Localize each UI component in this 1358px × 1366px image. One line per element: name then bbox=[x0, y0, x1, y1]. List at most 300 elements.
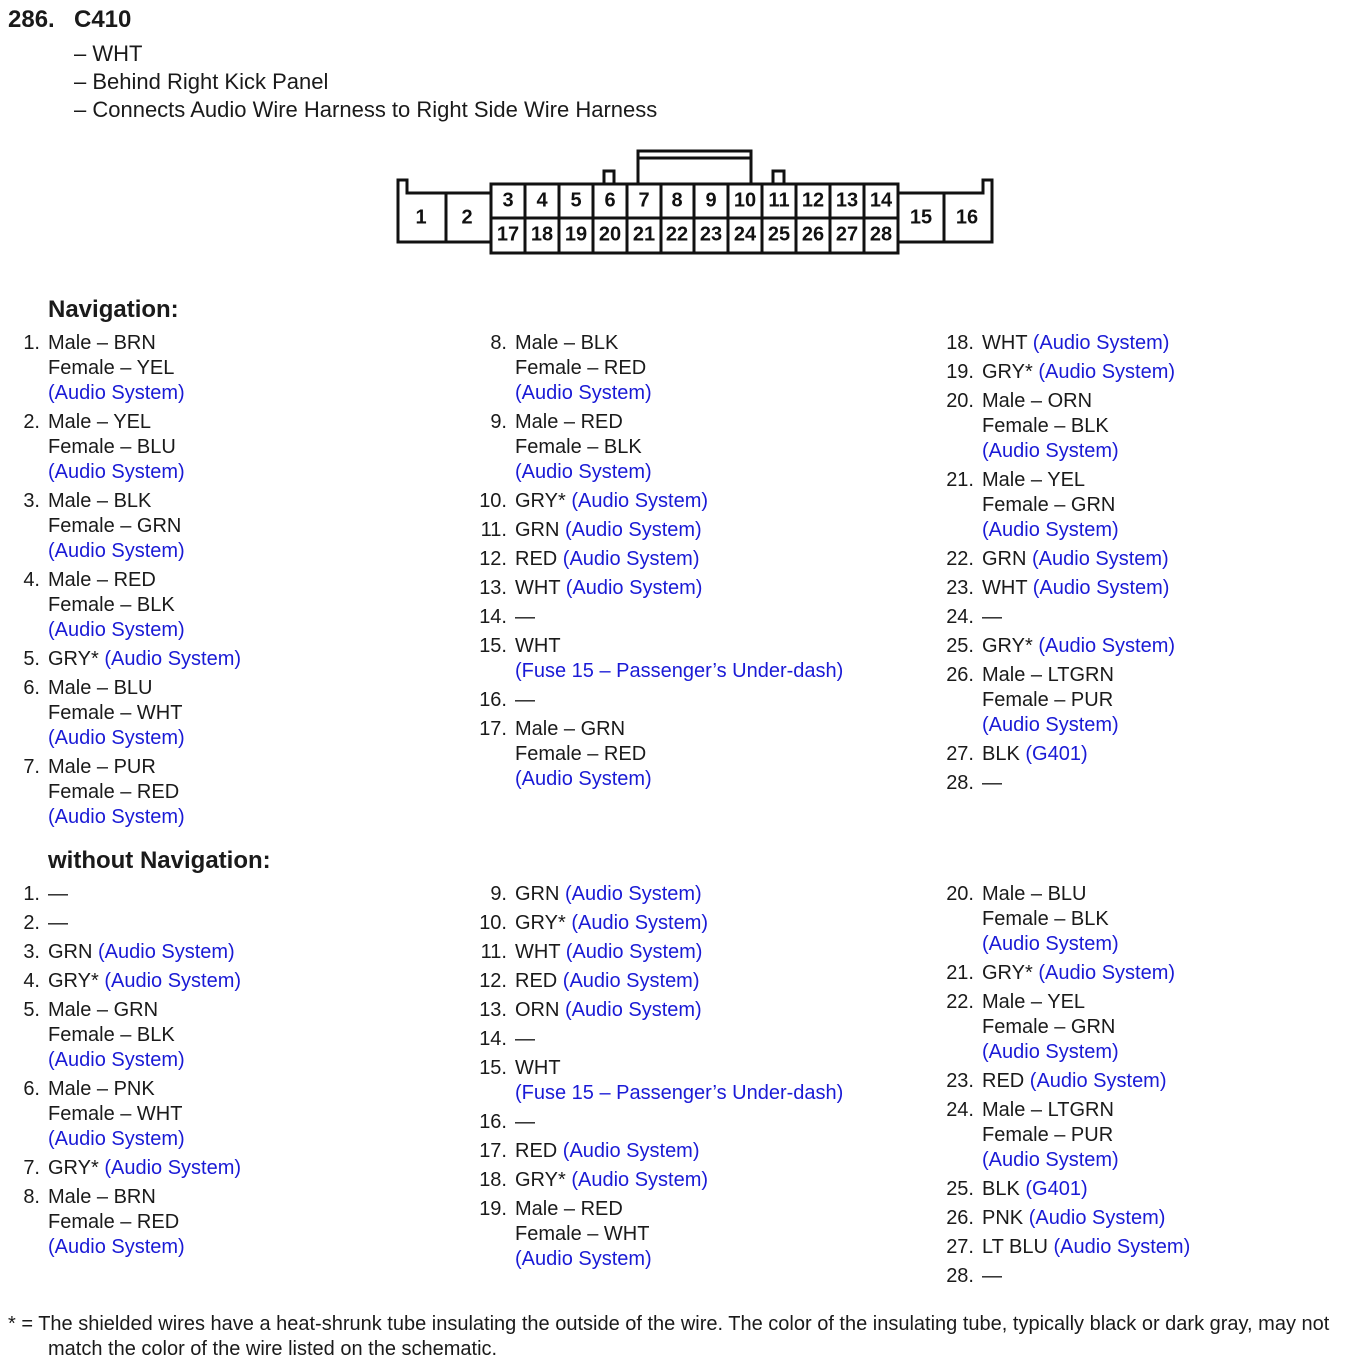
pin-number: 18. bbox=[946, 332, 974, 354]
pin-8-label: 8 bbox=[671, 189, 683, 212]
wire-color: — bbox=[515, 1111, 535, 1133]
pin-detail-line bbox=[515, 688, 843, 713]
pin-entry bbox=[946, 547, 1175, 572]
pin-number: 15. bbox=[479, 635, 507, 657]
connector-id: C410 bbox=[74, 6, 132, 33]
pin-7-label: 7 bbox=[638, 189, 650, 212]
circuit-reference: (Audio System) bbox=[1028, 1207, 1166, 1229]
pin-number: 20. bbox=[946, 390, 974, 412]
pin-entry bbox=[23, 676, 241, 751]
pin-number: 25. bbox=[946, 635, 974, 657]
pin-detail-line bbox=[515, 940, 843, 965]
pin-entry bbox=[479, 1027, 843, 1052]
pin-detail-line bbox=[48, 755, 241, 780]
wire-color: WHT bbox=[982, 577, 1033, 599]
circuit-reference: (Audio System) bbox=[104, 1157, 242, 1179]
pin-detail-line bbox=[515, 659, 843, 684]
pin-entry bbox=[479, 998, 843, 1023]
wire-color: GRY* bbox=[982, 635, 1039, 657]
pin-detail-line bbox=[982, 932, 1190, 957]
wire-color: Male – LTGRN bbox=[982, 1099, 1114, 1121]
pin-detail-line bbox=[982, 1148, 1190, 1173]
wire-color: Male – RED bbox=[515, 1198, 623, 1220]
pin-detail-line bbox=[515, 882, 843, 907]
pin-28-label: 28 bbox=[869, 223, 893, 246]
pin-number: 19. bbox=[946, 361, 974, 383]
wire-color: GRY* bbox=[982, 361, 1039, 383]
pin-number: 24. bbox=[946, 1099, 974, 1121]
pin-number: 6. bbox=[23, 1078, 40, 1100]
pin-detail-line bbox=[515, 634, 843, 659]
pin-entry bbox=[946, 1235, 1191, 1260]
pin-detail-line bbox=[48, 331, 241, 356]
pin-entry bbox=[480, 940, 843, 965]
pin-detail-line bbox=[982, 688, 1175, 713]
pin-detail-line bbox=[982, 576, 1175, 601]
pin-detail-line bbox=[982, 713, 1175, 738]
pin-number: 8. bbox=[23, 1186, 40, 1208]
pin-entry bbox=[946, 360, 1176, 385]
pin-detail-line bbox=[515, 1081, 843, 1106]
wire-color: Female – GRN bbox=[982, 1016, 1116, 1038]
pin-entry bbox=[479, 605, 843, 630]
wire-color: PNK bbox=[982, 1207, 1029, 1229]
wire-color: Male – BLK bbox=[515, 332, 619, 354]
circuit-reference: (Audio System) bbox=[562, 548, 700, 570]
pin-entry bbox=[946, 771, 1175, 796]
pin-number: 14. bbox=[479, 1028, 507, 1050]
wire-color: Male – BRN bbox=[48, 1186, 156, 1208]
pin-detail-line bbox=[48, 1102, 241, 1127]
pin-entry bbox=[479, 1168, 843, 1193]
circuit-reference: (Audio System) bbox=[1032, 577, 1170, 599]
pin-11-label: 11 bbox=[768, 189, 790, 212]
wire-color: GRN bbox=[515, 883, 565, 905]
circuit-reference: (Audio System) bbox=[565, 519, 702, 541]
wire-color: GRY* bbox=[515, 490, 572, 512]
pin-detail-line bbox=[48, 805, 241, 830]
pin-detail-line bbox=[515, 576, 843, 601]
pin-number: 10. bbox=[479, 490, 507, 512]
pin-number: 22. bbox=[946, 548, 974, 570]
wire-color: WHT bbox=[982, 332, 1033, 354]
wire-color: RED bbox=[982, 1070, 1030, 1092]
wire-color: Female – RED bbox=[48, 781, 180, 803]
pin-detail-line bbox=[982, 742, 1175, 767]
pin-number: 5. bbox=[23, 648, 40, 670]
pin-entry bbox=[23, 911, 241, 936]
pin-18-label: 18 bbox=[530, 223, 554, 246]
wire-color: Male – RED bbox=[515, 411, 623, 433]
pin-number: 20. bbox=[946, 883, 974, 905]
pin-entry bbox=[23, 940, 241, 965]
circuit-reference: (Audio System) bbox=[1032, 332, 1170, 354]
wire-color: Female – BLU bbox=[48, 436, 176, 458]
pin-detail-line bbox=[48, 410, 241, 435]
wire-color: — bbox=[48, 912, 68, 934]
pin-detail-line bbox=[48, 1210, 241, 1235]
pin-entry bbox=[479, 969, 843, 994]
pin-entry bbox=[946, 882, 1190, 957]
circuit-reference: (Audio System) bbox=[982, 1149, 1119, 1171]
pin-entry bbox=[479, 688, 843, 713]
pin-detail-line bbox=[515, 1139, 843, 1164]
pin-number: 9. bbox=[490, 411, 507, 433]
circuit-reference: (Audio System) bbox=[515, 382, 652, 404]
pin-detail-line bbox=[48, 593, 241, 618]
pin-entry bbox=[480, 518, 843, 543]
pin-entry bbox=[479, 634, 844, 684]
pin-detail-line bbox=[48, 489, 241, 514]
circuit-reference: (Audio System) bbox=[982, 714, 1119, 736]
pin-number: 11. bbox=[480, 519, 507, 541]
pin-detail-line bbox=[48, 356, 241, 381]
pin-14-label: 14 bbox=[869, 189, 893, 212]
pin-number: 27. bbox=[946, 1236, 974, 1258]
pin-detail-line bbox=[982, 1015, 1190, 1040]
pin-number: 26. bbox=[946, 664, 974, 686]
circuit-reference: (Audio System) bbox=[98, 941, 235, 963]
pin-detail-line bbox=[982, 1040, 1190, 1065]
pin-number: 23. bbox=[946, 1070, 974, 1092]
wire-color: BLK bbox=[982, 1178, 1026, 1200]
circuit-reference: (Audio System) bbox=[1038, 361, 1176, 383]
pin-detail-line bbox=[982, 439, 1175, 464]
detail-color: – WHT bbox=[74, 41, 143, 66]
circuit-reference: (Audio System) bbox=[515, 1248, 652, 1270]
wire-color: Male – ORN bbox=[982, 390, 1093, 412]
wire-color: Female – BLK bbox=[515, 436, 642, 458]
circuit-reference: (Audio System) bbox=[571, 912, 709, 934]
wire-color: RED bbox=[515, 1140, 563, 1162]
pin-entry bbox=[23, 969, 242, 994]
pin-number: 9. bbox=[490, 883, 507, 905]
wire-color: Female – PUR bbox=[982, 689, 1114, 711]
pin-number: 21. bbox=[946, 962, 974, 984]
pin-entry bbox=[946, 663, 1175, 738]
pin-detail-line bbox=[48, 1048, 241, 1073]
circuit-reference: (Audio System) bbox=[48, 727, 185, 749]
wire-color: Female – BLK bbox=[48, 594, 175, 616]
wire-color: RED bbox=[515, 970, 563, 992]
wire-color: Male – RED bbox=[48, 569, 156, 591]
pin-number: 16. bbox=[479, 689, 507, 711]
wire-color: Male – PNK bbox=[48, 1078, 155, 1100]
circuit-reference: (Audio System) bbox=[48, 619, 185, 641]
wire-color: Female – BLK bbox=[982, 908, 1109, 930]
pin-detail-line bbox=[515, 1056, 843, 1081]
pin-number: 2. bbox=[23, 912, 40, 934]
wire-color: GRN bbox=[515, 519, 565, 541]
wire-color: Male – BRN bbox=[48, 332, 156, 354]
pin-number: 26. bbox=[946, 1207, 974, 1229]
wire-color: GRN bbox=[48, 941, 98, 963]
pin-entry bbox=[479, 1110, 843, 1135]
circuit-reference: (Audio System) bbox=[1053, 1236, 1191, 1258]
pin-detail-line bbox=[48, 618, 241, 643]
wire-color: GRY* bbox=[515, 912, 572, 934]
pin-detail-line bbox=[48, 381, 241, 406]
circuit-reference: (Audio System) bbox=[565, 577, 703, 599]
pin-detail-line bbox=[982, 1235, 1190, 1260]
pin-entry bbox=[479, 547, 843, 572]
pin-number: 1. bbox=[23, 332, 40, 354]
pin-detail-line bbox=[515, 1110, 843, 1135]
wire-color: Male – PUR bbox=[48, 756, 156, 778]
pin-number: 18. bbox=[479, 1169, 507, 1191]
connector-diagram bbox=[0, 0, 1358, 270]
without-navigation-column-1 bbox=[23, 882, 242, 1264]
pin-detail-line bbox=[48, 911, 241, 936]
circuit-reference: (Audio System) bbox=[104, 648, 242, 670]
pin-entry bbox=[479, 717, 843, 792]
wire-color: Female – WHT bbox=[48, 1103, 183, 1125]
pin-entry bbox=[23, 568, 241, 643]
pin-entry bbox=[479, 1056, 844, 1106]
navigation-column-2 bbox=[479, 331, 844, 796]
wire-color: Female – RED bbox=[515, 743, 647, 765]
wire-color: Male – YEL bbox=[982, 469, 1086, 491]
pin-detail-line bbox=[515, 998, 843, 1023]
pin-17-label: 17 bbox=[496, 223, 520, 246]
wire-color: — bbox=[982, 1265, 1002, 1287]
pin-number: 17. bbox=[479, 718, 507, 740]
item-number: 286. bbox=[8, 6, 55, 33]
without-navigation-column-2 bbox=[479, 882, 844, 1276]
pin-number: 4. bbox=[23, 970, 40, 992]
pin-number: 7. bbox=[23, 756, 40, 778]
circuit-reference: (Audio System) bbox=[982, 519, 1119, 541]
pin-number: 17. bbox=[479, 1140, 507, 1162]
pin-3-label: 3 bbox=[502, 189, 514, 212]
connector-lock bbox=[638, 151, 751, 184]
pin-entry bbox=[479, 489, 843, 514]
wire-color: GRY* bbox=[982, 962, 1039, 984]
pin-detail-line bbox=[515, 742, 843, 767]
wire-color: Female – GRN bbox=[982, 494, 1116, 516]
pin-21-label: 21 bbox=[632, 223, 656, 246]
wire-color: Female – BLK bbox=[982, 415, 1109, 437]
pin-number: 6. bbox=[23, 677, 40, 699]
pin-detail-line bbox=[982, 1264, 1190, 1289]
detail-location: – Behind Right Kick Panel bbox=[74, 69, 329, 94]
pin-entry bbox=[946, 1206, 1190, 1231]
circuit-reference: (Audio System) bbox=[1038, 962, 1176, 984]
pin-detail-line bbox=[515, 605, 843, 630]
wire-color: Female – RED bbox=[515, 357, 647, 379]
circuit-reference: (Audio System) bbox=[565, 941, 703, 963]
pin-detail-line bbox=[48, 701, 241, 726]
circuit-reference: (Audio System) bbox=[1038, 635, 1176, 657]
wire-color: Male – BLU bbox=[48, 677, 153, 699]
circuit-reference: (Audio System) bbox=[982, 933, 1119, 955]
wire-color: WHT bbox=[515, 635, 561, 657]
pin-23-label: 23 bbox=[699, 223, 723, 246]
without-navigation-heading: without Navigation: bbox=[48, 847, 271, 874]
pin-number: 1. bbox=[23, 883, 40, 905]
circuit-reference: (Audio System) bbox=[571, 490, 709, 512]
wire-color: GRY* bbox=[515, 1169, 572, 1191]
pin-number: 3. bbox=[23, 941, 40, 963]
circuit-reference: (Audio System) bbox=[565, 883, 702, 905]
pin-number: 27. bbox=[946, 743, 974, 765]
pin-detail-line bbox=[48, 969, 241, 994]
circuit-reference: (Audio System) bbox=[515, 461, 652, 483]
wire-color: Male – YEL bbox=[48, 411, 152, 433]
wire-color: Male – GRN bbox=[48, 999, 159, 1021]
pin-entry bbox=[23, 998, 241, 1073]
pin-entry bbox=[946, 331, 1175, 356]
wire-color: Female – WHT bbox=[515, 1223, 650, 1245]
wire-color: WHT bbox=[515, 577, 566, 599]
circuit-reference: (Audio System) bbox=[562, 1140, 700, 1162]
pin-detail-line bbox=[515, 460, 843, 485]
pin-detail-line bbox=[982, 771, 1175, 796]
wire-color: Female – RED bbox=[48, 1211, 180, 1233]
pin-detail-line bbox=[982, 414, 1175, 439]
pin-detail-line bbox=[982, 547, 1175, 572]
wire-color: RED bbox=[515, 548, 563, 570]
footnote-text: * = The shielded wires have a heat-shrunk tube insulating the outside of the wire. The color of the insulating tube, typically black or dark gray, may not match the color of the wire listed on the schematic. bbox=[8, 1313, 1330, 1360]
pin-2-label: 2 bbox=[461, 206, 473, 229]
pin-detail-line bbox=[515, 356, 843, 381]
pin-number: 13. bbox=[479, 999, 507, 1021]
wire-color: GRN bbox=[982, 548, 1032, 570]
pin-entry bbox=[946, 576, 1175, 601]
pin-entry bbox=[23, 755, 241, 830]
pin-detail-line bbox=[515, 1027, 843, 1052]
pin-entry bbox=[479, 576, 843, 601]
circuit-reference: (G401) bbox=[1025, 1178, 1088, 1200]
pin-detail-line bbox=[515, 381, 843, 406]
pin-detail-line bbox=[982, 360, 1175, 385]
pin-number: 28. bbox=[946, 772, 974, 794]
circuit-reference: (Audio System) bbox=[1029, 1070, 1167, 1092]
pin-25-label: 25 bbox=[767, 223, 791, 246]
pin-entry bbox=[479, 1139, 843, 1164]
pin-detail-line bbox=[515, 435, 843, 460]
pin-detail-line bbox=[48, 1185, 241, 1210]
circuit-reference: (Audio System) bbox=[104, 970, 242, 992]
wire-color: Female – YEL bbox=[48, 357, 175, 379]
pin-entry bbox=[490, 882, 843, 907]
pin-number: 5. bbox=[23, 999, 40, 1021]
pin-27-label: 27 bbox=[835, 223, 859, 246]
pin-detail-line bbox=[48, 1077, 241, 1102]
connector-tab-right bbox=[773, 171, 784, 184]
pin-detail-line bbox=[982, 907, 1190, 932]
wire-color: BLK bbox=[982, 743, 1026, 765]
wire-color: — bbox=[982, 772, 1002, 794]
pin-22-label: 22 bbox=[665, 223, 689, 246]
pin-number: 10. bbox=[479, 912, 507, 934]
detail-connects: – Connects Audio Wire Harness to Right Side Wire Harness bbox=[74, 97, 658, 122]
pin-detail-line bbox=[48, 647, 241, 672]
pin-detail-line bbox=[515, 1222, 843, 1247]
pin-entry bbox=[946, 1177, 1190, 1202]
pin-detail-line bbox=[982, 331, 1175, 356]
wire-color: — bbox=[515, 689, 535, 711]
wire-color: LT BLU bbox=[982, 1236, 1054, 1258]
pin-number: 14. bbox=[479, 606, 507, 628]
pin-detail-line bbox=[515, 331, 843, 356]
wire-color: Male – BLK bbox=[48, 490, 152, 512]
pin-detail-line bbox=[48, 676, 241, 701]
pin-number: 8. bbox=[490, 332, 507, 354]
circuit-reference: (Audio System) bbox=[565, 999, 702, 1021]
pin-number: 24. bbox=[946, 606, 974, 628]
circuit-reference: (Audio System) bbox=[982, 1041, 1119, 1063]
pin-detail-line bbox=[48, 539, 241, 564]
pin-detail-line bbox=[515, 518, 843, 543]
pin-entry bbox=[479, 911, 843, 936]
circuit-reference: (Audio System) bbox=[982, 440, 1119, 462]
pin-detail-line bbox=[48, 1127, 241, 1152]
pin-detail-line bbox=[982, 468, 1175, 493]
circuit-reference: (Audio System) bbox=[562, 970, 700, 992]
pin-detail-line bbox=[982, 493, 1175, 518]
pin-detail-line bbox=[982, 1177, 1190, 1202]
pin-detail-line bbox=[515, 547, 843, 572]
pin-number: 23. bbox=[946, 577, 974, 599]
circuit-reference: (Audio System) bbox=[48, 461, 185, 483]
pin-entry bbox=[946, 468, 1175, 543]
wire-color: Male – GRN bbox=[515, 718, 626, 740]
circuit-reference: (Fuse 15 – Passenger’s Under-dash) bbox=[515, 660, 844, 682]
pin-detail-line bbox=[48, 1023, 241, 1048]
pin-detail-line bbox=[48, 1235, 241, 1260]
pin-5-label: 5 bbox=[570, 189, 582, 212]
circuit-reference: (Audio System) bbox=[571, 1169, 709, 1191]
pin-number: 2. bbox=[23, 411, 40, 433]
pin-entry bbox=[490, 410, 843, 485]
pin-detail-line bbox=[48, 568, 241, 593]
pin-20-label: 20 bbox=[598, 223, 622, 246]
pin-detail-line bbox=[982, 1206, 1190, 1231]
pin-1-label: 1 bbox=[415, 206, 427, 229]
pin-entry bbox=[23, 647, 242, 672]
pin-detail-line bbox=[48, 940, 241, 965]
wire-color: Female – GRN bbox=[48, 515, 182, 537]
pin-number: 15. bbox=[479, 1057, 507, 1079]
pin-9-label: 9 bbox=[705, 189, 717, 212]
pin-15-label: 15 bbox=[909, 206, 933, 229]
pin-19-label: 19 bbox=[564, 223, 588, 246]
pin-detail-line bbox=[982, 882, 1190, 907]
connector-tab-left bbox=[604, 171, 614, 184]
pin-detail-line bbox=[515, 767, 843, 792]
wire-color: GRY* bbox=[48, 970, 105, 992]
pin-detail-line bbox=[515, 969, 843, 994]
pin-entry bbox=[946, 389, 1175, 464]
pin-detail-line bbox=[982, 663, 1175, 688]
wire-color: GRY* bbox=[48, 648, 105, 670]
pin-number: 11. bbox=[480, 941, 507, 963]
pin-number: 4. bbox=[23, 569, 40, 591]
pin-detail-line bbox=[982, 518, 1175, 543]
pin-entry bbox=[946, 1069, 1190, 1094]
pin-detail-line bbox=[48, 882, 241, 907]
pin-detail-line bbox=[515, 911, 843, 936]
pin-detail-line bbox=[982, 990, 1190, 1015]
circuit-reference: (Audio System) bbox=[48, 540, 185, 562]
wire-color: Female – WHT bbox=[48, 702, 183, 724]
pin-entry bbox=[946, 961, 1190, 986]
pin-26-label: 26 bbox=[801, 223, 825, 246]
pin-entry bbox=[946, 1098, 1190, 1173]
pin-entry bbox=[23, 331, 241, 406]
pin-6-label: 6 bbox=[604, 189, 616, 212]
